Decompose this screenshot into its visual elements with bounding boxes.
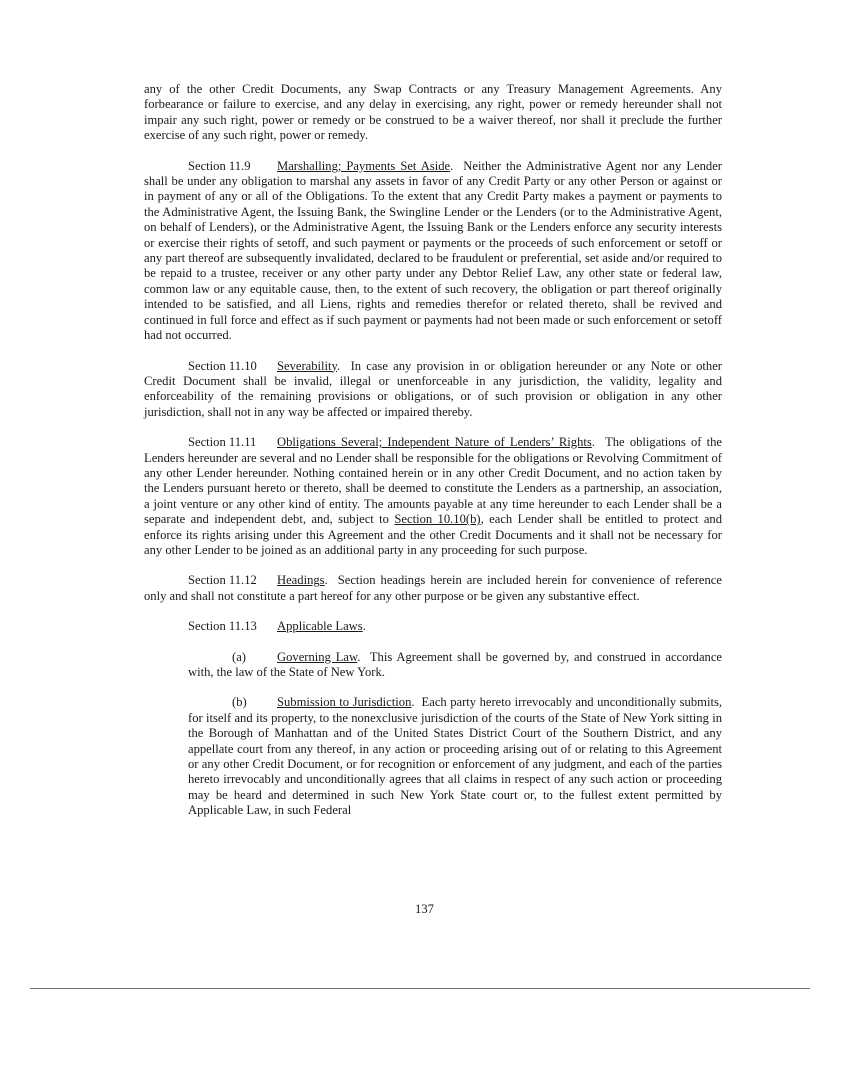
page-number: 137 [415,902,434,916]
section-heading: Obligations Several; Independent Nature of Lenders’ Rights [277,435,592,450]
section-number: Section 11.9 [188,158,251,173]
section-heading: Severability [277,358,338,373]
footer-divider [30,988,810,989]
paragraph-text: any of the other Credit Documents, any Swap Contracts or any Treasury Management Agreements. Any forbearance or failure to exercise, and any delay in exercising, any right, power or remedy hereunder shall not impair any such right, power or remedy or be construed to be a waiver thereof, nor shall it preclude the further exercise of any such right, power or remedy. [144,82,722,143]
section-heading: Headings [277,573,325,588]
document-body [144,82,722,834]
section-11-9: Section 11.9 Marshalling; Payments Set Aside. Neither the Administrative Agent nor any Lender shall be under any obligation to marshal any assets in favor of any Credit Party or any other Person or against or in payment of any or all of the Obligations. To the extent that any Credit Party makes a payment or payments to the Administrative Agent, the Issuing Bank, the Swingline Lender or the Lenders (or to the Administrative Agent, on behalf of Lenders), or the Administrative Agent, the Issuing Bank or the Lenders enforce any security interests or exercise their rights of setoff, and such payment or payments or the proceeds of such enforcement or setoff or any part thereof are subsequently invalidated, declared to be fraudulent or preferential, set aside and/or required to be repaid to a trustee, receiver or any other party under any Debtor Relief Law, any other state or federal law, common law or any equitable cause, then, to the extent of such recovery, the obligation or part thereof originally intended to be satisfied, and all Liens, rights and remedies therefor or related thereto, shall be revived and continued in full force and effect as if such payment or payments had not been made or such enforcement or setoff had not occurred. [144,158,723,343]
subsection-label: (b) [232,695,247,710]
subsection-a: (a) Governing Law. This Agreement shall be governed by, and construed in accordance with, the law of the State of New York. [188,649,723,679]
section-number: Section 11.10 [188,358,257,373]
subsection-label: (a) [232,649,246,664]
subsection-text: Each party hereto irrevocably and unconditionally submits, for itself and its property, to the nonexclusive jurisdiction of the courts of the State of New York sitting in the Borough of Manhattan and of the United States District Court of the Southern District, and any appellate court from any thereof, in any action or proceeding arising out of or relating to this Agreement or any other Credit Document, or for recognition or enforcement of any judgment, and each of the parties hereto irrevocably and unconditionally agrees that all claims in respect of any such action or proceeding may be heard and determined in such New York State court or, to the fullest extent permitted by Applicable Law, in such Federal [188,695,722,818]
section-11-12: Section 11.12 Headings. Section headings herein are included herein for convenience of reference only and shall not constitute a part hereof for any other purpose or be given any substantive effect. [144,573,722,603]
section-heading: Marshalling; Payments Set Aside [277,158,451,173]
section-text: In case any provision in or obligation hereunder or any Note or other Credit Document shall be invalid, illegal or unenforceable in any jurisdiction, the validity, legality and enforceability of the remaining provisions or obligations, or of such provision or obligation in any other jurisdiction, shall not in any way be affected or impaired thereby. [144,358,722,419]
section-11-11: Section 11.11 Obligations Several; Independent Nature of Lenders’ Rights. The obligations of the Lenders hereunder are several and no Lender shall be responsible for the obligations or Revolving Commitment of any other Lender hereunder. Nothing contained herein or in any other Credit Document, and no action taken by the Lenders pursuant hereto or thereto, shall be deemed to constitute the Lenders as a partnership, an association, a joint venture or any other kind of entity. The amounts payable at any time hereunder to each Lender shall be a separate and independent debt, and, subject to Section 10.10(b), each Lender shall be entitled to protect and enforce its rights arising under this Agreement and the other Credit Documents and it shall not be necessary for any other Lender to be joined as an additional party in any proceeding for such purpose. [144,435,723,557]
section-number: Section 11.12 [188,573,257,588]
section-11-10: Section 11.10 Severability. In case any provision in or obligation hereunder or any Note or other Credit Document shall be invalid, illegal or unenforceable in any jurisdiction, the validity, legality and enforceability of the remaining provisions or obligations, or of such provision or obligation in any other jurisdiction, shall not in any way be affected or impaired thereby. [144,358,722,419]
subsection-text: This Agreement shall be governed by, and construed in accordance with, the law of the State of New York. [188,649,723,679]
section-text-continued: , each Lender shall be entitled to protect and enforce its rights arising under this Agreement and the other Credit Documents and it shall not be necessary for any other Lender to be joined as an additional party in any proceeding for such purpose. [144,512,723,557]
paragraph-continuation [144,82,722,144]
section-heading: Applicable Laws [277,619,363,634]
cross-reference: Section 10.10(b) [394,512,481,527]
section-text: Section headings herein are included herein for convenience of reference only and shall not constitute a part hereof for any other purpose or be given any substantive effect. [144,573,722,603]
section-text: The obligations of the Lenders hereunder are several and no Lender shall be responsible for the obligations or Revolving Commitment of any other Lender hereunder. Nothing contained herein or in any other Credit Document, and no action taken by the Lenders pursuant hereto or thereto, shall be deemed to constitute the Lenders as a partnership, an association, a joint venture or any other kind of entity. The amounts payable at any time hereunder to each Lender shall be a separate and independent debt, and, subject to [144,435,723,527]
subsection-heading: Submission to Jurisdiction [277,695,412,710]
section-number: Section 11.11 [188,435,257,450]
subsection-heading: Governing Law [277,649,358,664]
section-text: Neither the Administrative Agent nor any Lender shall be under any obligation to marshal any assets in favor of any Credit Party or any other Person or against or in payment of any or all of the Obligations. To the extent that any Credit Party makes a payment or payments to the Administrative Agent, the Issuing Bank, the Swingline Lender or the Lenders (or to the Administrative Agent, on behalf of Lenders), or the Administrative Agent, the Issuing Bank or the Lenders enforce any security interests or exercise their rights of setoff, and such payment or payments or the proceeds of such enforcement or setoff or any part thereof are subsequently invalidated, declared to be fraudulent or preferential, set aside and/or required to be repaid to a trustee, receiver or any other party under any Debtor Relief Law, any other state or federal law, common law or any equitable cause, then, to the extent of such recovery, the obligation or part thereof originally intended to be satisfied, and all Liens, rights and remedies therefor or related thereto, shall be revived and continued in full force and effect as if such payment or payments had not been made or such enforcement or setoff had not occurred. [144,158,723,343]
subsection-b: (b) Submission to Jurisdiction. Each party hereto irrevocably and unconditionally submits, for itself and its property, to the nonexclusive jurisdiction of the courts of the State of New York sitting in the Borough of Manhattan and of the United States District Court of the Southern District, and any appellate court from any thereof, in any action or proceeding arising out of or relating to this Agreement or any other Credit Document, or for recognition or enforcement of any judgment, and each of the parties hereto irrevocably and unconditionally agrees that all claims in respect of any such action or proceeding may be heard and determined in such New York State court or, to the fullest extent permitted by Applicable Law, in such Federal [188,695,722,818]
section-11-13: Section 11.13 Applicable Laws. [188,619,366,634]
section-number: Section 11.13 [188,619,257,634]
